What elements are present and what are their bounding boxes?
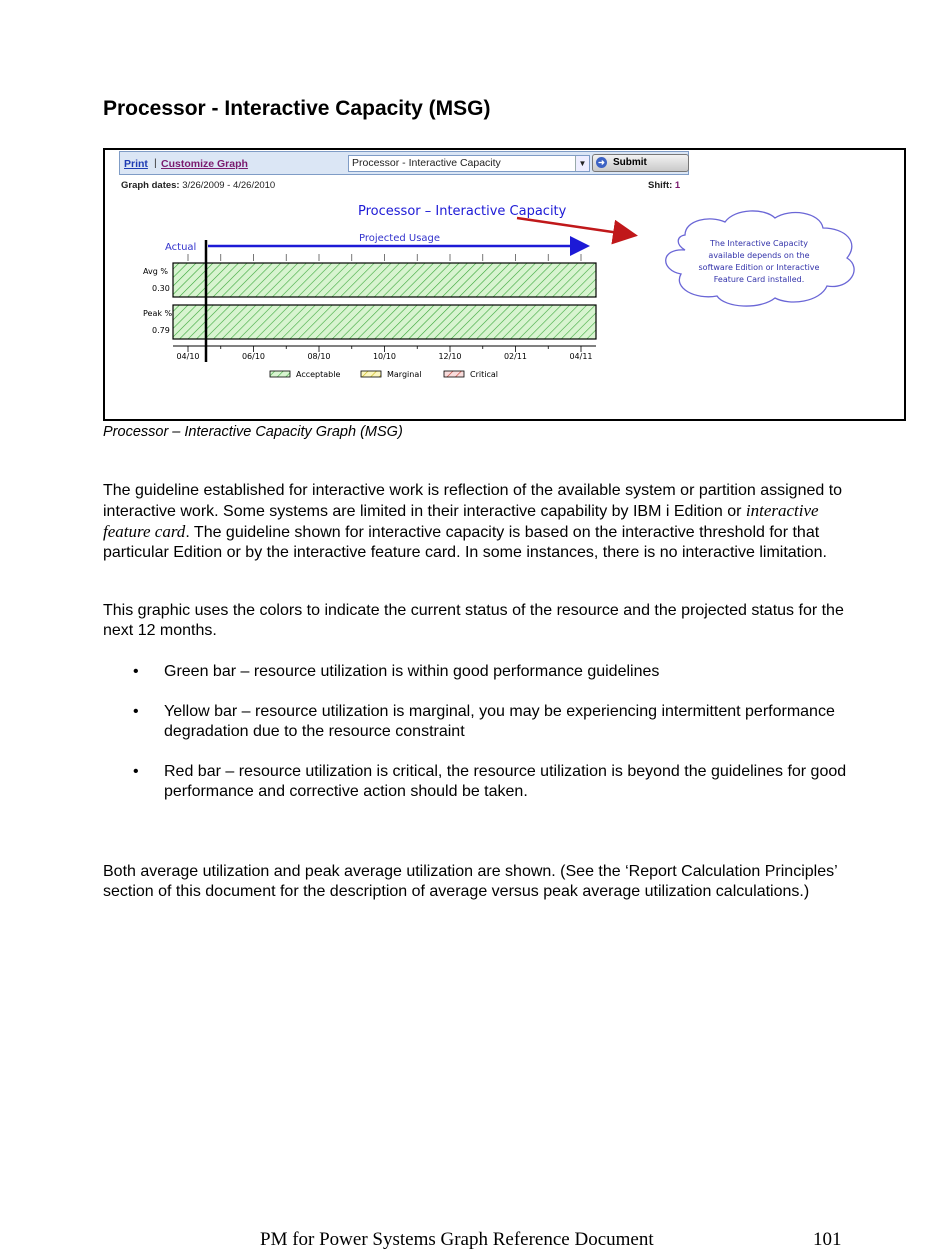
paragraph-average-peak: Both average utilization and peak average utilization are shown. (See the ‘Report Calculation Principles’ section of this document for the description of average versus peak average utilization calculations.) <box>103 863 838 900</box>
legend-label: Marginal <box>387 370 422 379</box>
bullet-symbol: • <box>133 703 139 720</box>
graph-figure <box>103 148 906 421</box>
legend-swatch <box>361 371 381 377</box>
bullet-green <box>103 662 863 682</box>
bar-1 <box>173 305 596 339</box>
x-tick-label: 12/10 <box>438 352 462 361</box>
x-tick-label: 08/10 <box>307 352 331 361</box>
bullet-text: Green bar – resource utilization is within good performance guidelines <box>164 663 660 680</box>
chevron-down-icon[interactable]: ▼ <box>575 156 589 171</box>
callout-line: available depends on the <box>708 251 810 260</box>
row-value: 0.79 <box>152 326 170 335</box>
chart-bars <box>143 263 596 339</box>
paragraph-1-italic: interactive feature card <box>103 501 819 541</box>
shift-label: Shift: <box>648 180 673 191</box>
submit-label: Submit <box>613 157 647 168</box>
page-heading: Processor - Interactive Capacity (MSG) <box>103 97 491 120</box>
x-tick-label: 02/11 <box>503 352 528 361</box>
x-tick-label: 04/11 <box>569 352 593 361</box>
row-label: Avg % <box>143 267 168 276</box>
footer-page-number: 101 <box>813 1229 842 1250</box>
callout-line: software Edition or Interactive <box>698 263 820 272</box>
bullet-symbol: • <box>133 663 139 680</box>
paragraph-1-text-end: . The guideline shown for interactive capacity is based on the interactive threshold for that particular Edition or by the interactive feature card. In some instances, there is no interactive limitation. <box>103 524 827 561</box>
paragraph-colors: This graphic uses the colors to indicate the current status of the resource and the projected status for the next 12 months. <box>103 602 844 639</box>
legend-label: Critical <box>470 370 498 379</box>
x-tick-label: 06/10 <box>241 352 266 361</box>
toolbar-separator: | <box>154 157 157 169</box>
paragraph-1-text: The guideline established for interactive work is reflection of the available system or partition assigned to interactive work. Some systems are limited in their interactive capability by IBM i Edition or <box>103 482 843 520</box>
chart-x-axis <box>173 240 596 362</box>
bullet-red <box>103 762 863 802</box>
callout-pointer-arrow <box>517 218 633 235</box>
bullet-text: Yellow bar – resource utilization is marginal, you may be experiencing intermittent performance degradation due to the resource constraint <box>164 703 835 740</box>
shift-value: 1 <box>674 180 681 191</box>
footer-document-title: PM for Power Systems Graph Reference Document <box>260 1229 654 1250</box>
x-tick-label: 04/10 <box>176 352 200 361</box>
legend-label: Acceptable <box>296 370 341 379</box>
callout-line: Feature Card installed. <box>713 275 805 284</box>
callout-line: The Interactive Capacity <box>709 239 809 248</box>
bullet-yellow <box>103 702 863 742</box>
row-value: 0.30 <box>152 284 170 293</box>
print-link[interactable]: Print <box>124 158 148 170</box>
figure-caption: Processor – Interactive Capacity Graph (MSG) <box>103 424 403 440</box>
bullet-text: Red bar – resource utilization is critical, the resource utilization is beyond the guidelines for good performance and corrective action should be taken. <box>164 763 847 800</box>
actual-label: Actual <box>165 242 197 253</box>
customize-graph-link[interactable]: Customize Graph <box>161 158 248 170</box>
graph-dates-value: 3/26/2009 - 4/26/2010 <box>182 180 276 191</box>
paragraph-interactive-guideline <box>103 481 863 563</box>
row-label: Peak % <box>143 309 173 318</box>
legend-swatch <box>270 371 290 377</box>
x-tick-label: 10/10 <box>372 352 397 361</box>
legend-swatch <box>444 371 464 377</box>
interactive-capacity-chart <box>105 150 905 420</box>
graph-dates-label: Graph dates: <box>121 180 180 191</box>
arrow-right-icon: ➜ <box>596 157 607 168</box>
chart-title: Processor – Interactive Capacity <box>358 204 567 219</box>
status-bullet-list <box>103 662 863 822</box>
graph-type-selected-value: Processor - Interactive Capacity <box>352 157 501 169</box>
bar-0 <box>173 263 596 297</box>
bullet-symbol: • <box>133 763 139 780</box>
chart-legend <box>270 370 498 379</box>
projected-usage-label: Projected Usage <box>359 233 441 244</box>
